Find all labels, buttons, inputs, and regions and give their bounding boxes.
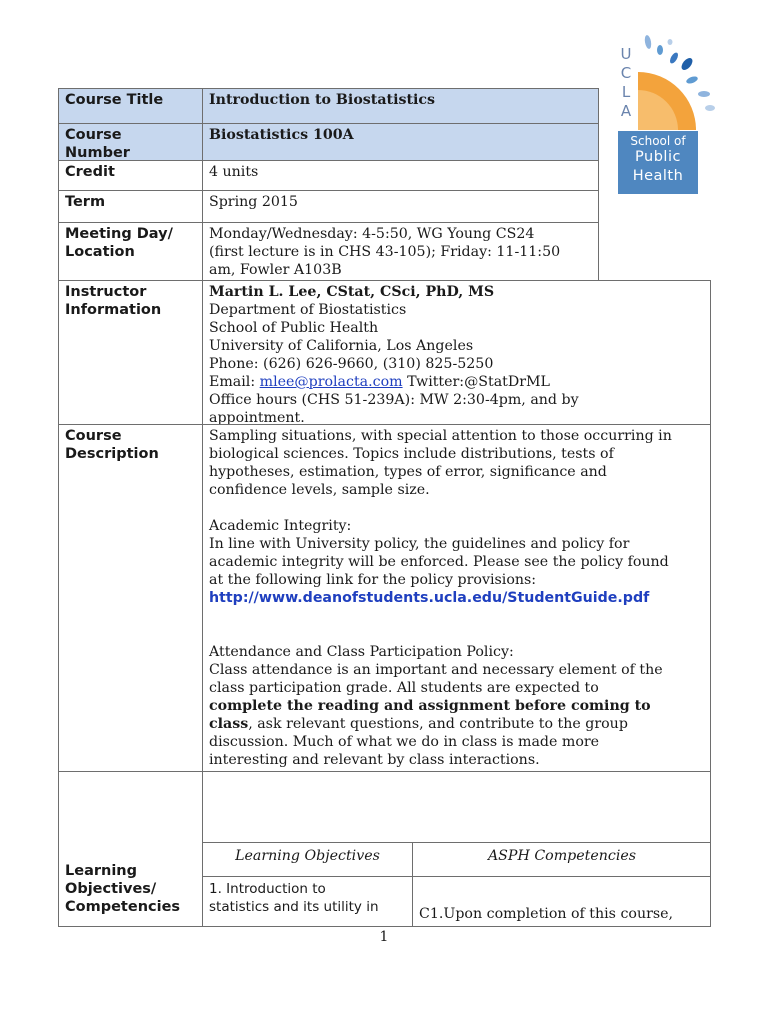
meeting-label-cell	[58, 222, 203, 281]
course-title-label-cell	[58, 88, 203, 124]
objectives-label-1: Learning	[65, 863, 138, 879]
sph-name-card	[618, 131, 698, 194]
integrity-line: at the following link for the policy provisions:	[209, 572, 537, 588]
attendance-line: discussion. Much of what we do in class is made more	[209, 734, 600, 750]
meeting-line: am, Fowler A103B	[209, 262, 342, 278]
ucla-letter: A	[620, 102, 632, 120]
ucla-letter: L	[621, 83, 631, 101]
email-prefix: Email:	[209, 374, 260, 390]
spacer	[209, 499, 704, 517]
course-number-value-cell	[202, 123, 599, 161]
description-line: Sampling situations, with special attention to those occurring in	[209, 428, 672, 444]
integrity-title: Academic Integrity:	[209, 518, 352, 534]
ucla-letter: C	[620, 64, 632, 82]
logo-line-3: Health	[632, 168, 684, 184]
objectives-label-3: Competencies	[65, 899, 181, 915]
description-line: confidence levels, sample size.	[209, 482, 430, 498]
attendance-rest: , ask relevant questions, and contribute to the group	[248, 716, 628, 732]
spacer	[209, 607, 704, 643]
term-value-cell	[202, 190, 599, 223]
objectives-label-cell	[58, 771, 203, 927]
attendance-mixed-line	[209, 715, 704, 733]
instructor-value-cell	[202, 280, 711, 425]
description-label-cell	[58, 424, 203, 772]
logo-line-2: Public	[635, 149, 681, 165]
attendance-title: Attendance and Class Participation Policy:	[209, 644, 514, 660]
course-number-label-1: Course	[65, 127, 122, 143]
attendance-line: Class attendance is an important and necessary element of the	[209, 662, 663, 678]
instructor-line: Phone: (626) 626-9660, (310) 825-5250	[209, 356, 494, 372]
logo-line-1: School of	[630, 134, 686, 148]
description-label-2: Description	[65, 446, 159, 462]
objectives-col1-header	[202, 842, 413, 877]
credit-value: 4 units	[209, 164, 259, 180]
integrity-line: academic integrity will be enforced. Please see the policy found	[209, 554, 669, 570]
description-line: hypotheses, estimation, types of error, significance and	[209, 464, 607, 480]
objectives-label-2: Objectives/	[65, 881, 157, 897]
description-value-cell	[202, 424, 711, 772]
instructor-label-1: Instructor	[65, 284, 147, 300]
term-label-cell	[58, 190, 203, 223]
term-label: Term	[65, 194, 106, 210]
description-line: biological sciences. Topics include distributions, tests of	[209, 446, 614, 462]
page-number: 1	[379, 929, 389, 945]
instructor-label-2: Information	[65, 302, 162, 318]
objectives-value-cell	[202, 771, 711, 927]
meeting-value-cell	[202, 222, 599, 281]
course-title-value-cell	[202, 88, 599, 124]
objective-1-line-1: 1. Introduction to	[209, 881, 326, 897]
asph-competencies-header: ASPH Competencies	[487, 848, 637, 864]
credit-value-cell	[202, 160, 599, 191]
course-title-label: Course Title	[65, 92, 164, 108]
instructor-line: University of California, Los Angeles	[209, 338, 474, 354]
instructor-label-cell	[58, 280, 203, 425]
credit-label-cell	[58, 160, 203, 191]
meeting-label-1: Meeting Day/	[65, 226, 173, 242]
ucla-letter: U	[620, 45, 632, 63]
term-value: Spring 2015	[209, 194, 298, 210]
integrity-line: In line with University policy, the guidelines and policy for	[209, 536, 630, 552]
attendance-line: interesting and relevant by class interactions.	[209, 752, 540, 768]
course-number-value: Biostatistics 100A	[209, 127, 354, 143]
course-title-value: Introduction to Biostatistics	[209, 92, 436, 108]
attendance-bold-line: complete the reading and assignment before coming to	[209, 698, 651, 714]
objective-1-line-2: statistics and its utility in	[209, 899, 379, 915]
student-guide-link[interactable]: http://www.deanofstudents.ucla.edu/StudentGuide.pdf	[209, 590, 650, 606]
meeting-line: Monday/Wednesday: 4-5:50, WG Young CS24	[209, 226, 535, 242]
credit-label: Credit	[65, 164, 115, 180]
instructor-line: Department of Biostatistics	[209, 302, 407, 318]
twitter-handle: Twitter:@StatDrML	[402, 374, 550, 390]
instructor-email-line	[209, 373, 704, 391]
office-hours-line: Office hours (CHS 51-239A): MW 2:30-4pm, and by	[209, 392, 579, 408]
competency-1-text: C1.Upon completion of this course,	[419, 906, 674, 922]
meeting-line: (first lecture is in CHS 43-105); Friday: 11-11:50	[209, 244, 561, 260]
office-hours-line: appointment.	[209, 410, 305, 425]
attendance-line: class participation grade. All students are expected to	[209, 680, 599, 696]
course-number-label-2: Number	[65, 145, 130, 161]
objectives-col2-header	[412, 842, 711, 877]
competency-1-cell	[412, 876, 711, 927]
description-label-1: Course	[65, 428, 122, 444]
attendance-bold-word: class	[209, 716, 249, 732]
meeting-label-2: Location	[65, 244, 135, 260]
objective-1-cell	[202, 876, 413, 927]
instructor-line: School of Public Health	[209, 320, 379, 336]
sun-burst-icon	[630, 30, 730, 130]
email-link[interactable]: mlee@prolacta.com	[259, 374, 403, 390]
course-number-label-cell	[58, 123, 203, 161]
instructor-name: Martin L. Lee, CStat, CSci, PhD, MS	[209, 284, 495, 300]
learning-objectives-header: Learning Objectives	[235, 848, 380, 864]
ucla-vertical-letters	[617, 45, 635, 121]
